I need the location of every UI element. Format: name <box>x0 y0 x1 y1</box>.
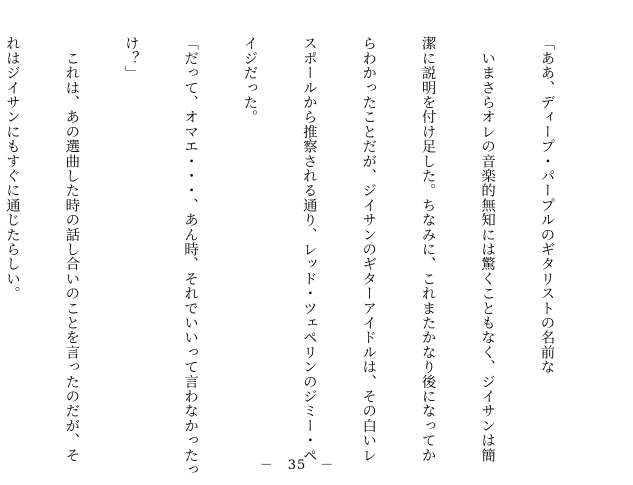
text-line: いまさらオレの音楽的無知には驚くこともなく、ジイサンは簡 <box>479 36 496 463</box>
text-line: らわかったことだが、ジイサンのギターアイドルは、その白いレ <box>360 36 377 463</box>
text-line: れはジイサンにもすぐに通じたらしい。 <box>3 36 20 301</box>
text-line: 「ああ、ディープ・パープルのギタリストの名前な <box>538 36 555 375</box>
text-line: イジだった。 <box>241 36 258 125</box>
text-line: これは、あの選曲した時の話し合いのことを言ったのだが、そ <box>63 36 80 463</box>
text-line: け？」 <box>122 36 139 81</box>
text-line: 潔に説明を付け足した。ちなみに、これまたかなり後になってか <box>419 36 436 463</box>
text-line: 「だって、オマエ・・・、あん時、それでいいって言わなかったっ <box>182 36 199 477</box>
text-line: スポールから推察される通り、レッド・ツェペリンのジミー・ペ <box>300 36 317 463</box>
page-number: － 35 － <box>259 458 335 473</box>
